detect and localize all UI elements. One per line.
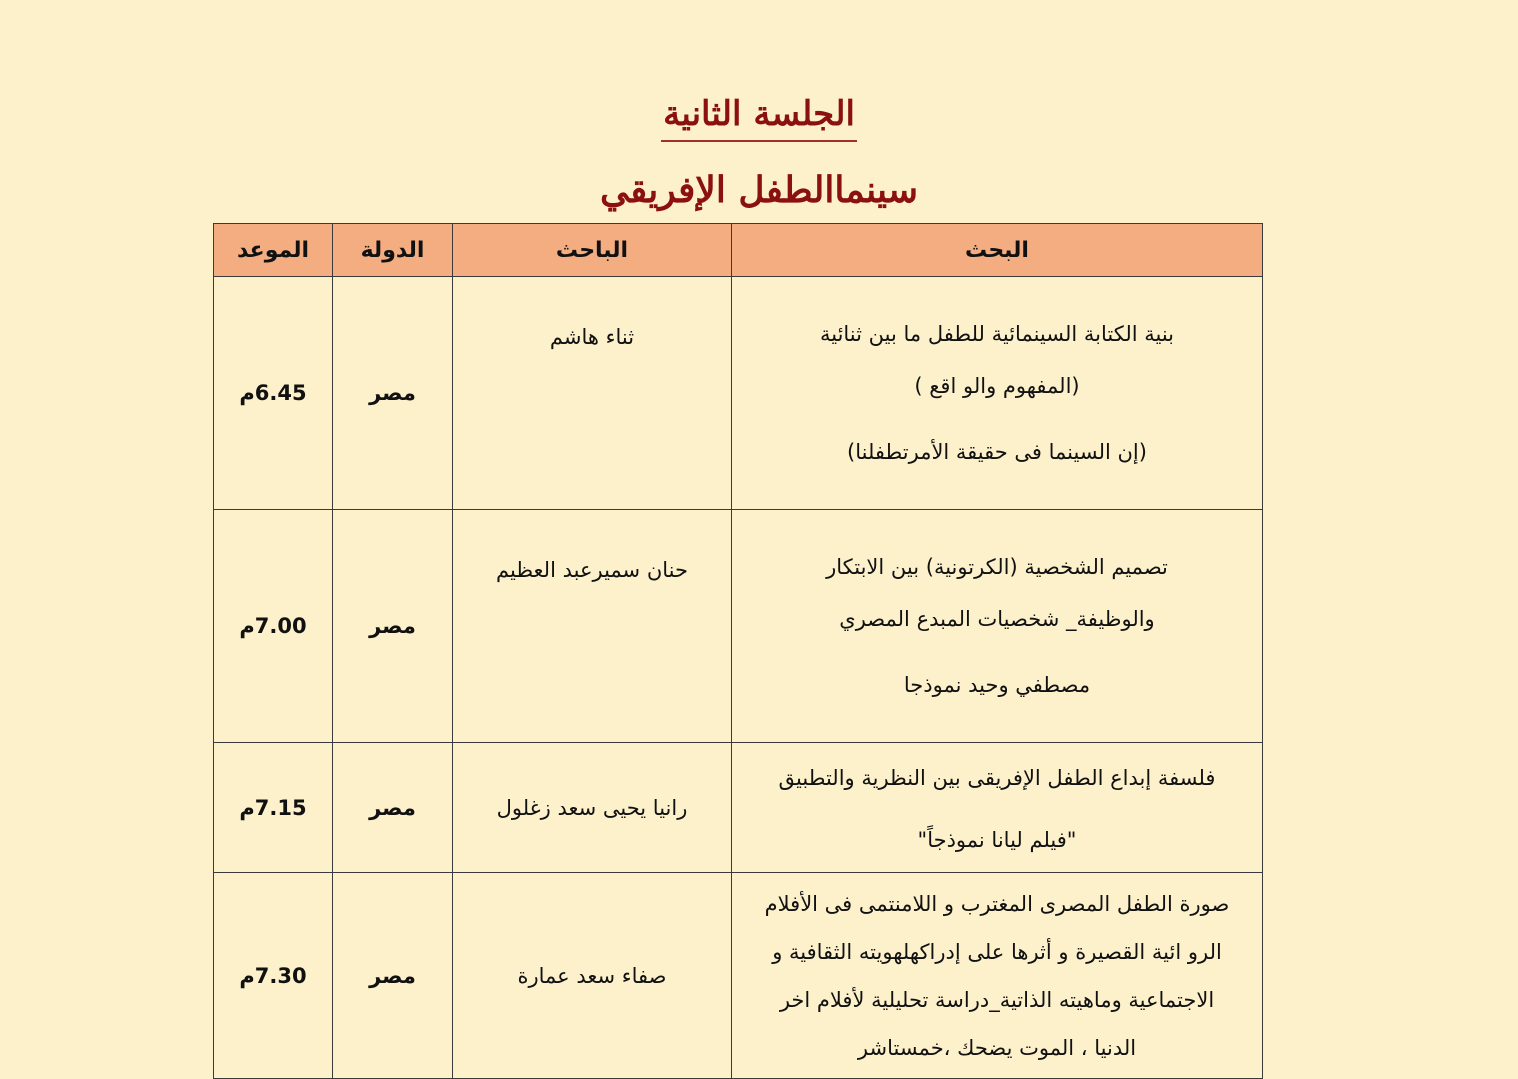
table-row	[214, 277, 1263, 510]
research-cell	[732, 510, 1263, 743]
time-cell: 7.00م	[214, 510, 333, 743]
research-line: (إن السينما فى حقيقة الأمرتطفلنا)	[847, 440, 1147, 464]
research-line: فلسفة إبداع الطفل الإفريقى بين النظرية والتطبيق	[778, 765, 1216, 790]
research-line: الرو ائية القصيرة و أثرها على إدراكهلهويته الثقافية و	[772, 939, 1222, 964]
column-header-research: البحث	[732, 224, 1263, 277]
column-header-researcher: الباحث	[453, 224, 732, 277]
table-header-row	[214, 224, 1263, 277]
time-cell: 6.45م	[214, 277, 333, 510]
schedule-table	[213, 223, 1263, 1079]
country-cell: مصر	[333, 510, 453, 743]
research-line: "فيلم ليانا نموذجاً"	[917, 827, 1077, 852]
research-cell	[732, 743, 1263, 873]
table-row	[214, 873, 1263, 1079]
research-line: بنية الكتابة السينمائية للطفل ما بين ثنائية	[819, 322, 1175, 346]
time-cell: 7.15م	[214, 743, 333, 873]
column-header-time: الموعد	[214, 224, 333, 277]
session-title-text: الجلسة الثانية	[661, 88, 857, 142]
country-cell: مصر	[333, 743, 453, 873]
country-cell: مصر	[333, 277, 453, 510]
country-cell: مصر	[333, 873, 453, 1079]
researcher-cell: رانيا يحيى سعد زغلول	[453, 743, 732, 873]
time-cell: 7.30م	[214, 873, 333, 1079]
column-header-country: الدولة	[333, 224, 453, 277]
session-title	[0, 88, 1518, 142]
research-line: الدنيا ، الموت يضحك ،خمستاشر	[857, 1035, 1137, 1060]
research-line: والوظيفة_ شخصيات المبدع المصري	[839, 607, 1155, 631]
research-line: الاجتماعية وماهيته الذاتية_دراسة تحليلية لأفلام اخر	[779, 987, 1215, 1012]
research-cell	[732, 873, 1263, 1079]
table-row	[214, 510, 1263, 743]
session-subtitle: سينماالطفل الإفريقي	[599, 169, 919, 211]
research-line: تصميم الشخصية (الكرتونية) بين الابتكار	[826, 555, 1168, 579]
research-cell	[732, 277, 1263, 510]
research-line: صورة الطفل المصرى المغترب و اللامنتمى فى الأفلام	[764, 891, 1230, 916]
researcher-cell: ثناء هاشم	[453, 277, 732, 510]
table-row	[214, 743, 1263, 873]
researcher-cell: حنان سميرعبد العظيم	[453, 510, 732, 743]
research-line: (المفهوم والو اقع )	[914, 374, 1080, 398]
researcher-cell: صفاء سعد عمارة	[453, 873, 732, 1079]
research-line: مصطفي وحيد نموذجا	[903, 673, 1091, 697]
